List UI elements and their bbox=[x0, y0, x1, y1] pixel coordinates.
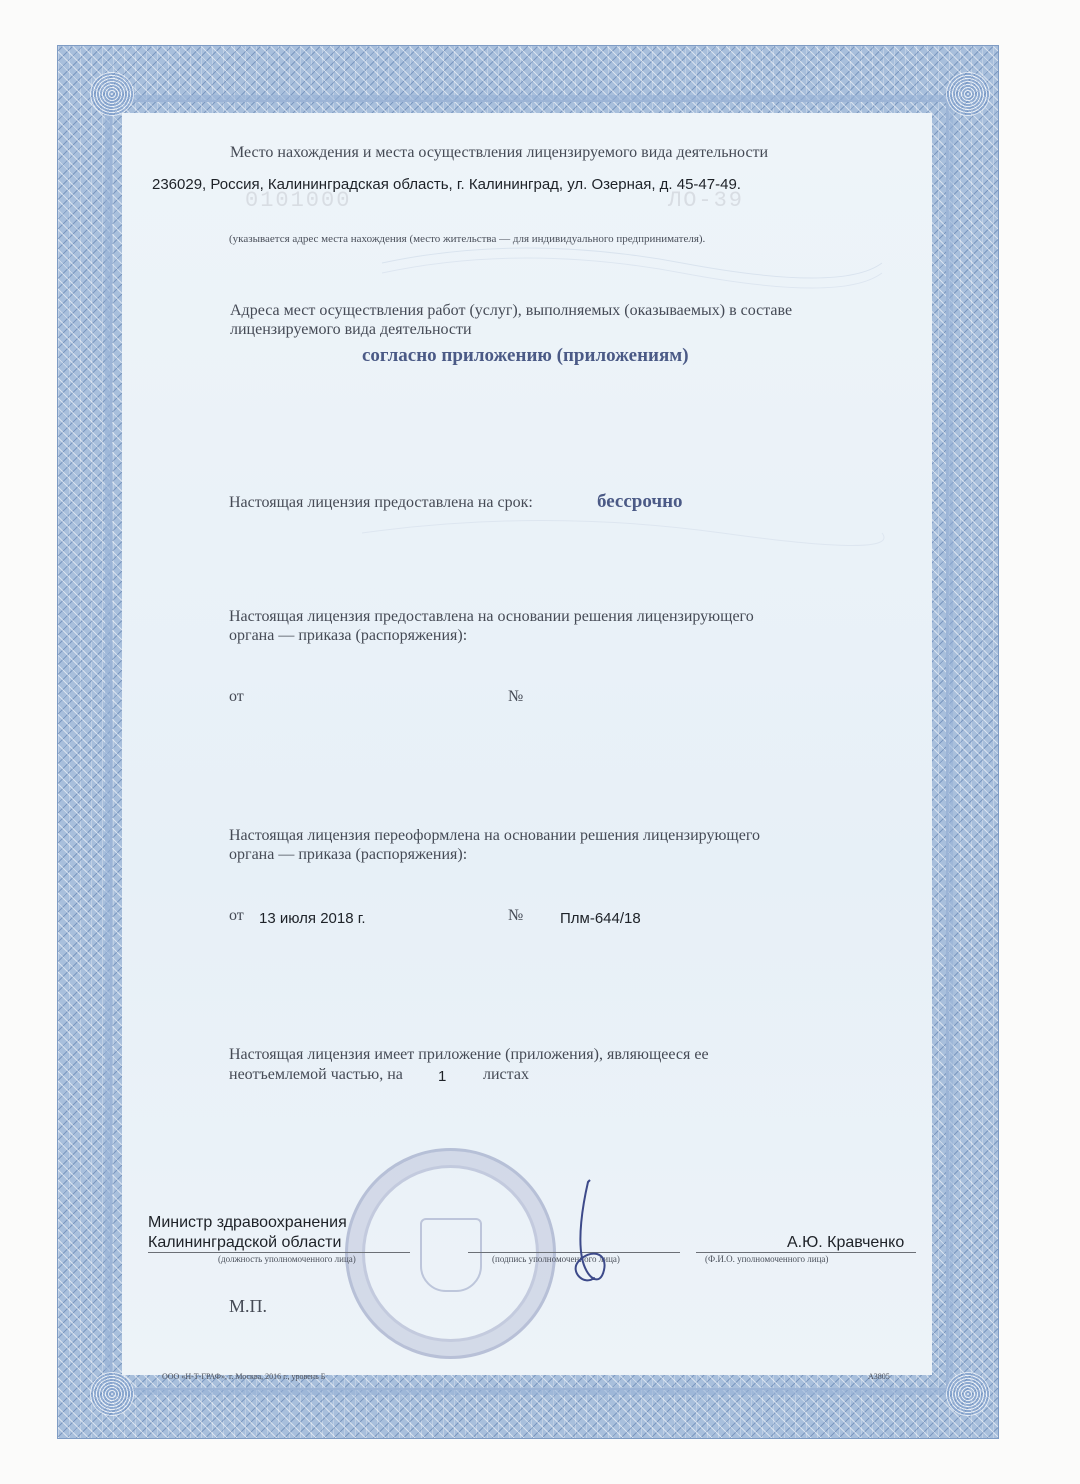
granted-from-label: от bbox=[229, 688, 244, 705]
name-underline bbox=[696, 1252, 916, 1253]
reissued-date: 13 июля 2018 г. bbox=[259, 910, 366, 927]
appendix-count: 1 bbox=[438, 1068, 447, 1085]
reissued-label-line2: органа — приказа (распоряжения): bbox=[229, 846, 468, 863]
works-label-line1: Адреса мест осуществления работ (услуг), выполняемых (оказываемых) в составе bbox=[230, 302, 793, 319]
reissued-number-label: № bbox=[508, 907, 524, 924]
corner-rosette-icon bbox=[946, 1372, 990, 1416]
granted-label-line1: Настоящая лицензия предоставлена на основании решения лицензирующего bbox=[229, 608, 754, 625]
form-code: А3805 bbox=[868, 1372, 890, 1381]
position-underline bbox=[148, 1252, 410, 1253]
serial-watermark: 0101000 bbox=[245, 188, 352, 213]
signatory-position-line1: Министр здравоохранения bbox=[148, 1214, 347, 1231]
signatory-position-line2: Калининградской области bbox=[148, 1234, 342, 1251]
works-value: согласно приложению (приложениям) bbox=[362, 345, 689, 366]
reissued-number: Плм-644/18 bbox=[560, 910, 641, 927]
appendix-sheets-label: листах bbox=[483, 1066, 529, 1083]
corner-rosette-icon bbox=[946, 72, 990, 116]
granted-number-label: № bbox=[508, 688, 524, 705]
printer-credit: ООО «Н-Т-ГРАФ», г. Москва, 2016 г., уровень Б bbox=[162, 1372, 326, 1381]
serial-watermark: ЛО-39 bbox=[668, 188, 745, 213]
position-caption: (должность уполномоченного лица) bbox=[218, 1254, 356, 1264]
name-caption: (Ф.И.О. уполномоченного лица) bbox=[705, 1254, 829, 1264]
reissued-label-line1: Настоящая лицензия переоформлена на основании решения лицензирующего bbox=[229, 827, 761, 844]
signature-caption: (подпись уполномоченного лица) bbox=[492, 1254, 620, 1264]
signatory-name: А.Ю. Кравченко bbox=[787, 1234, 905, 1251]
coat-of-arms-icon bbox=[420, 1218, 482, 1292]
granted-label-line2: органа — приказа (распоряжения): bbox=[229, 627, 468, 644]
appendix-label-line2: неотъемлемой частью, на bbox=[229, 1066, 403, 1083]
handwritten-signature bbox=[560, 1178, 620, 1298]
reissued-from-label: от bbox=[229, 907, 244, 924]
corner-rosette-icon bbox=[90, 72, 134, 116]
location-label: Место нахождения и места осуществления лицензируемого вида деятельности bbox=[230, 144, 769, 161]
stamp-place-label: М.П. bbox=[229, 1296, 268, 1316]
works-label-line2: лицензируемого вида деятельности bbox=[230, 321, 472, 338]
appendix-label-line1: Настоящая лицензия имеет приложение (приложения), являющееся ее bbox=[229, 1046, 709, 1063]
address-value: 236029, Россия, Калининградская область, г. Калининград, ул. Озерная, д. 45-47-49. bbox=[152, 176, 741, 193]
corner-rosette-icon bbox=[90, 1372, 134, 1416]
address-note: (указывается адрес места нахождения (место жительства — для индивидуального предпринимателя). bbox=[229, 233, 706, 245]
term-label: Настоящая лицензия предоставлена на срок: bbox=[229, 494, 533, 511]
term-value: бессрочно bbox=[597, 491, 683, 512]
